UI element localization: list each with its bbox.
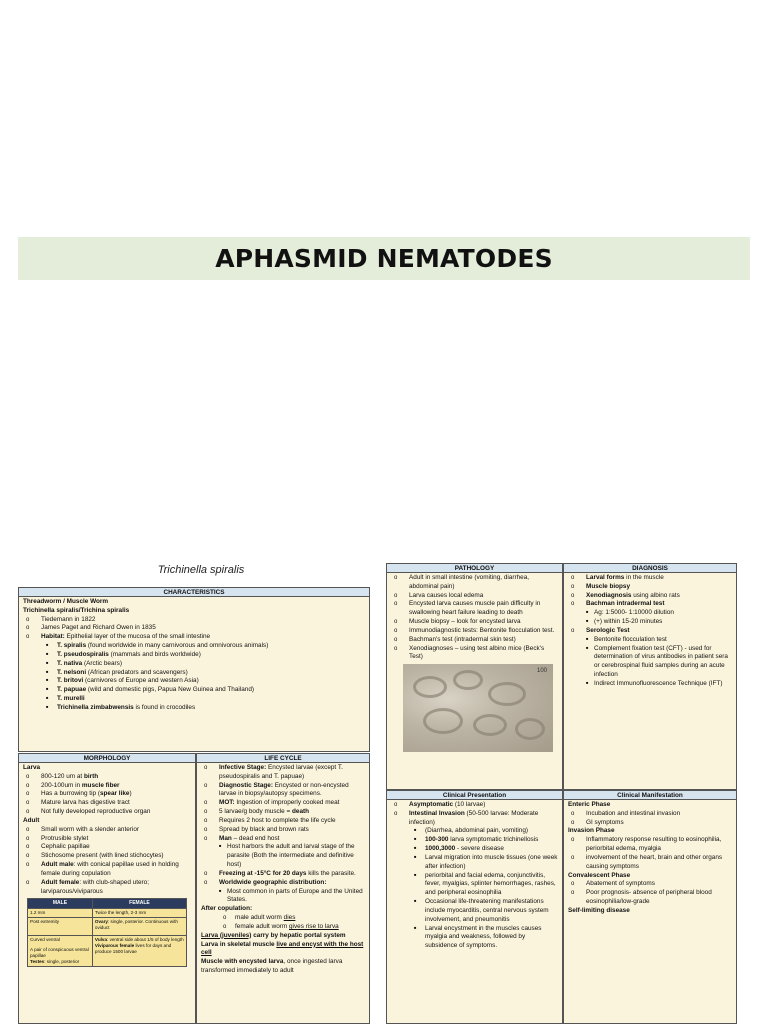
text: A pair of conspicuous ventral papillae bbox=[30, 946, 89, 958]
characteristics-header: CHARACTERISTICS bbox=[19, 588, 369, 597]
list-item: ■ Most common in parts of Europe and the United States. bbox=[201, 888, 366, 906]
text: lives for days and produce 1500 larvae bbox=[94, 942, 172, 954]
list-item: o Adult in small intestine (vomiting, diarrhea, abdominal pain) bbox=[391, 574, 559, 592]
list-item: o Mature larva has digestive tract bbox=[23, 799, 192, 808]
list-item: ■ Bentonite flocculation test bbox=[568, 636, 733, 645]
list-item: ■ Larval migration into muscle tissues (one week after infection) bbox=[391, 854, 559, 872]
text-bold: 1000,3000 bbox=[425, 845, 456, 853]
text-bold: Muscle biopsy bbox=[586, 582, 631, 590]
female-header: FEMALE bbox=[92, 899, 186, 909]
text: male adult worm bbox=[235, 914, 284, 922]
table-cell bbox=[92, 917, 186, 935]
list-item: o Muscle biopsy – look for encysted larva bbox=[391, 618, 559, 627]
list-item bbox=[23, 773, 192, 782]
text-bold: spear like bbox=[99, 790, 130, 798]
species-desc: is found in crocodiles bbox=[133, 703, 196, 711]
text: (10 larvae) bbox=[453, 801, 486, 808]
text-bold: Larval forms bbox=[586, 574, 625, 581]
list-item: o Incubation and intestinal invasion bbox=[568, 810, 733, 819]
paragraph bbox=[201, 941, 366, 959]
list-item: o Immunodiagnostic tests: Bentonite flocculation test. bbox=[391, 627, 559, 636]
clinical-manifestation-header: Clinical Manifestation bbox=[564, 791, 736, 800]
text: female adult worm bbox=[235, 922, 289, 930]
list-item: ■ (+) within 15-20 minutes bbox=[568, 618, 733, 627]
text: : single, posterior bbox=[44, 958, 80, 964]
text: Curved ventral bbox=[30, 936, 60, 942]
list-item bbox=[568, 574, 733, 583]
species-item bbox=[23, 704, 366, 713]
text: , once ingested larva transformed immediately to adult bbox=[201, 958, 343, 975]
text-bold: Man bbox=[219, 834, 232, 842]
text-bold: Muscle with encysted larva bbox=[201, 958, 284, 966]
text: Encysted or non-encysted larvae in biopsy/autopsy specimens. bbox=[219, 781, 349, 798]
list-item: ■ Ag: 1:5000- 1:10000 dilution bbox=[568, 609, 733, 618]
text-bold: Worldwide geographic distribution: bbox=[219, 878, 327, 886]
common-name: Threadworm / Muscle Worm bbox=[23, 598, 109, 605]
text: using albino rats bbox=[631, 591, 680, 599]
habitat-text: Epithelial layer of the mucosa of the small intestine bbox=[64, 633, 211, 641]
species-item bbox=[23, 695, 366, 704]
list-item: ■ (Diarrhea, abdominal pain, vomiting) bbox=[391, 827, 559, 836]
text-bold: Diagnostic Stage: bbox=[219, 781, 273, 789]
copulation-label: After copulation: bbox=[201, 905, 253, 913]
text: Encysted larvae (except T. pseudospiralis and T. papuae) bbox=[219, 764, 343, 780]
species-name: Trichinella zimbabwensis bbox=[57, 703, 134, 711]
parasite-title: Trichinella spiralis bbox=[157, 564, 245, 576]
text: : ventral side about 1/5 of body length bbox=[107, 936, 184, 942]
text: (50-500 larvae: Moderate infection) bbox=[409, 809, 539, 826]
list-item bbox=[391, 801, 559, 810]
text-bold: Adult male bbox=[41, 861, 74, 869]
enteric-phase-label: Enteric Phase bbox=[568, 801, 611, 808]
list-item: o Spread by black and brown rats bbox=[201, 826, 366, 835]
list-item: o Requires 2 host to complete the life cycle bbox=[201, 817, 366, 826]
text-underline: dies bbox=[283, 914, 296, 922]
text: ) bbox=[129, 790, 132, 798]
text-bold: death bbox=[292, 808, 310, 816]
list-item: o Inflammatory response resulting to eosinophilia, periorbital edema, myalgia bbox=[568, 836, 733, 854]
male-female-table bbox=[27, 898, 187, 966]
encysted-larva-micrograph bbox=[403, 664, 553, 752]
list-item bbox=[391, 810, 559, 828]
text-underline: live and encyst with the host cell bbox=[201, 940, 364, 957]
list-item: o Encysted larva causes muscle pain difficulty in swallowing heart failure leading to death bbox=[391, 600, 559, 618]
text: : single, posterior. Continuous with oviduct bbox=[94, 918, 178, 930]
list-item: ■ periorbital and facial edema, conjunctivitis, fever, myalgias, splinter hemorrhages, rashes, and peripheral eosinophilia bbox=[391, 872, 559, 898]
diagnosis-header: DIAGNOSIS bbox=[564, 564, 736, 573]
text: : with club-shaped utero; larviparous/viviparous bbox=[41, 878, 149, 895]
list-item: o Small worm with a slender anterior bbox=[23, 826, 192, 835]
table-cell: Twice the length, 2-3 mm bbox=[92, 908, 186, 917]
list-item bbox=[568, 583, 733, 592]
list-item bbox=[23, 879, 192, 897]
paragraph bbox=[201, 932, 366, 941]
species-item bbox=[23, 686, 366, 695]
page-title: APHASMID NEMATODES bbox=[215, 244, 553, 273]
species-name: T. papuae bbox=[57, 686, 87, 694]
text-bold: MOT: bbox=[219, 799, 235, 807]
adult-label: Adult bbox=[23, 816, 40, 824]
species-desc: (carnivores of Europe and western Asia) bbox=[83, 677, 199, 685]
clinical-presentation-box bbox=[386, 790, 563, 1024]
text: 200-100um in bbox=[41, 781, 82, 789]
species-item bbox=[23, 660, 366, 669]
table-cell bbox=[92, 935, 186, 966]
text: in the muscle bbox=[624, 574, 664, 581]
text-bold: birth bbox=[84, 772, 99, 780]
list-item: o Not fully developed reproductive organ bbox=[23, 808, 192, 817]
text: Larva in skeletal muscle bbox=[201, 940, 277, 948]
species-item bbox=[23, 669, 366, 678]
text-bold: Xenodiagnosis bbox=[586, 591, 632, 599]
title-banner bbox=[18, 237, 750, 280]
text-bold: Freezing at -15°C for 20 days bbox=[219, 869, 307, 877]
life-cycle-header: LIFE CYCLE bbox=[197, 754, 369, 763]
species-desc: (mammals and birds worldwide) bbox=[108, 650, 201, 658]
species-desc: (Arctic bears) bbox=[82, 659, 122, 667]
species-item bbox=[23, 651, 366, 660]
text: 5 larvae/g body muscle = bbox=[219, 808, 292, 816]
species-name: T. spiralis bbox=[57, 642, 87, 650]
pathology-header: PATHOLOGY bbox=[387, 564, 562, 573]
species-item bbox=[23, 642, 366, 651]
text-bold: 100-300 bbox=[425, 836, 449, 844]
life-cycle-box bbox=[196, 753, 370, 1024]
species-desc: (wild and domestic pigs, Papua New Guinea and Thailand) bbox=[86, 686, 255, 694]
text: – dead end host bbox=[231, 834, 280, 842]
text-bold: Bachman intradermal test bbox=[586, 600, 665, 608]
list-item bbox=[568, 592, 733, 601]
text-underline: gives rise to larva bbox=[289, 922, 339, 930]
list-item: o Protrusible stylet bbox=[23, 835, 192, 844]
diagnosis-box bbox=[563, 563, 737, 790]
text-bold: Ovary bbox=[94, 918, 108, 924]
table-cell: Post extremity bbox=[28, 917, 93, 935]
morphology-box bbox=[18, 753, 196, 1024]
list-item bbox=[201, 835, 366, 844]
list-item bbox=[391, 836, 559, 845]
list-item bbox=[201, 808, 366, 817]
list-item: ■ Occasional life-threatening manifestations include myocarditis, central nervous system involvement, and pneumonitis bbox=[391, 898, 559, 924]
scale-label: 100 bbox=[536, 668, 547, 675]
text-bold: Infective Stage: bbox=[219, 764, 267, 771]
list-item bbox=[201, 879, 366, 888]
morphology-header: MORPHOLOGY bbox=[19, 754, 195, 763]
species-name: T. nativa bbox=[57, 659, 83, 667]
text: carry by hepatic portal system bbox=[251, 931, 346, 939]
list-item: o Poor prognosis- absence of peripheral blood eosinophilia/low-grade bbox=[568, 889, 733, 907]
text: larva symptomatic trichinellosis bbox=[448, 836, 539, 844]
clinical-presentation-header: Clinical Presentation bbox=[387, 791, 562, 800]
list-item bbox=[23, 633, 366, 642]
list-item bbox=[568, 627, 733, 636]
table-cell: 1.2 mm bbox=[28, 908, 93, 917]
species-item bbox=[23, 677, 366, 686]
text: - severe disease bbox=[455, 845, 504, 853]
paragraph bbox=[201, 958, 366, 976]
list-item: o James Paget and Richard Owen in 1835 bbox=[23, 624, 366, 633]
habitat-label: Habitat: bbox=[41, 633, 65, 641]
table-cell bbox=[28, 935, 93, 966]
pathology-box bbox=[386, 563, 563, 790]
self-limiting-label: Self-limiting disease bbox=[568, 906, 630, 914]
species-desc: (found worldwide in many carnivorous and omnivorous animals) bbox=[86, 642, 269, 650]
larva-label: Larva bbox=[23, 764, 41, 771]
list-item: o Bachman's test (intradermal skin test) bbox=[391, 636, 559, 645]
list-item bbox=[201, 764, 366, 782]
text: 800-120 um at bbox=[41, 772, 84, 780]
text-bold: Intestinal Invasion bbox=[409, 809, 465, 817]
list-item: o Stichosome present (with lined stichocytes) bbox=[23, 852, 192, 861]
text: Ingestion of improperly cooked meat bbox=[234, 799, 340, 807]
text: : with conical papillae used in holding female during copulation bbox=[41, 861, 179, 877]
list-item bbox=[201, 923, 366, 932]
list-item: o GI symptoms bbox=[568, 819, 733, 828]
list-item: o Xenodiagnoses – using test albino mice (Beck's Test) bbox=[391, 645, 559, 663]
list-item bbox=[23, 790, 192, 799]
text-bold: Vulva bbox=[94, 936, 108, 942]
clinical-manifestation-box bbox=[563, 790, 737, 1024]
text-bold: muscle fiber bbox=[81, 781, 120, 789]
list-item bbox=[201, 914, 366, 923]
list-item: ■ Larval encystment in the muscles causes myalgia and weakness, followed by subsidence of symptoms. bbox=[391, 925, 559, 951]
text-underline: Larva (juveniles) bbox=[201, 931, 252, 939]
list-item bbox=[201, 870, 366, 879]
list-item bbox=[23, 782, 192, 791]
list-item: ■ Host harbors the adult and larval stage of the parasite (Both the intermediate and definitive host) bbox=[201, 843, 366, 869]
text-bold: Serologic Test bbox=[586, 626, 630, 634]
list-item bbox=[391, 845, 559, 854]
convalescent-phase-label: Convalescent Phase bbox=[568, 871, 631, 879]
list-item bbox=[201, 799, 366, 808]
species-name: T. pseudospiralis bbox=[57, 650, 109, 658]
list-item: ■ Complement fixation test (CFT) - used for determination of virus antibodies in patient sera or cerebrospinal fluid samples during an acute infection bbox=[568, 645, 733, 680]
text-bold: Testes bbox=[30, 958, 45, 964]
text: Has a burrowing tip ( bbox=[41, 790, 100, 798]
characteristics-box bbox=[18, 587, 370, 752]
list-item bbox=[201, 782, 366, 800]
invasion-phase-label: Invasion Phase bbox=[568, 827, 615, 835]
list-item: o Tiedemann in 1822 bbox=[23, 616, 366, 625]
species-desc: (African predators and scavengers) bbox=[86, 668, 188, 676]
scientific-name: Trichinella spiralis/Trichina spiralis bbox=[23, 606, 130, 614]
list-item bbox=[23, 861, 192, 879]
male-header: MALE bbox=[28, 899, 93, 909]
species-name: T. britovi bbox=[57, 677, 84, 685]
list-item bbox=[568, 600, 733, 609]
list-item: o involvement of the heart, brain and other organs causing symptoms bbox=[568, 854, 733, 872]
text-bold: Viviparous female bbox=[94, 942, 135, 948]
list-item: ■ Indirect Immunofluorescence Technique (IFT) bbox=[568, 680, 733, 689]
text-bold: Adult female bbox=[41, 878, 80, 886]
species-name: T. murelli bbox=[57, 695, 85, 703]
list-item: o Abatement of symptoms bbox=[568, 880, 733, 889]
list-item: o Larva causes local edema bbox=[391, 592, 559, 601]
list-item: o Cephalic papillae bbox=[23, 843, 192, 852]
species-name: T. nelsoni bbox=[57, 668, 87, 676]
text: kills the parasite. bbox=[306, 869, 356, 877]
text-bold: Asymptomatic bbox=[409, 801, 454, 808]
